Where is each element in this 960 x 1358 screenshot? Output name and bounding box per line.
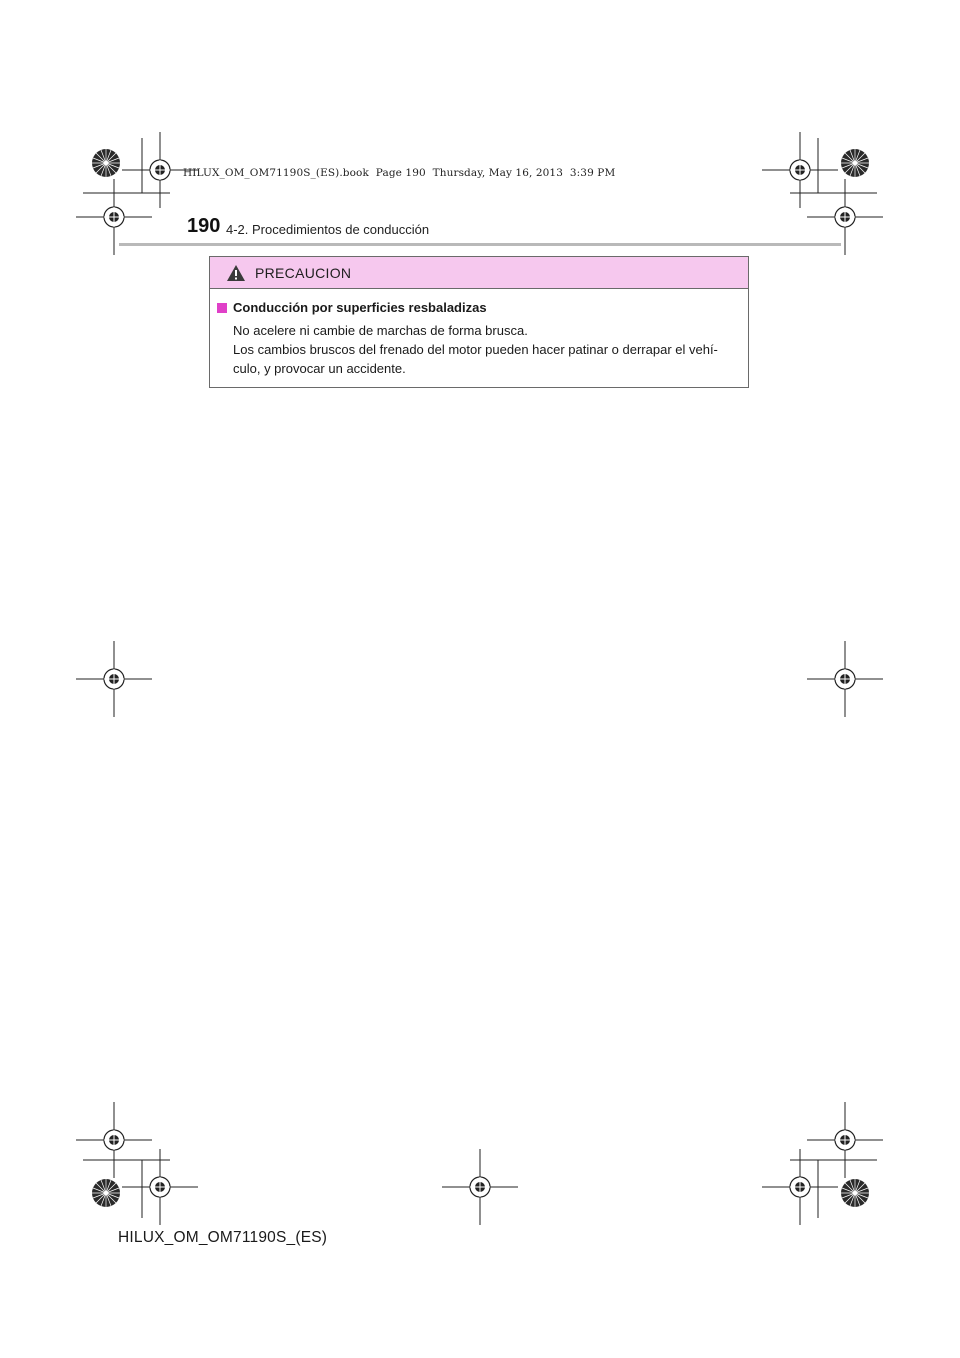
header-rule (119, 243, 841, 246)
caution-line: culo, y provocar un accidente. (233, 361, 406, 376)
caution-box (209, 256, 749, 388)
square-bullet-icon (217, 303, 227, 313)
caution-item-heading (217, 300, 738, 315)
caution-text (217, 321, 738, 378)
page-number: 190 (187, 215, 221, 237)
caution-body (210, 289, 748, 378)
caution-line: No acelere ni cambie de marchas de forma brusca. (233, 323, 528, 338)
warning-triangle-icon (226, 264, 246, 282)
caution-item-heading-text: Conducción por superficies resbaladizas (233, 300, 487, 315)
footer-doc-code: HILUX_OM_OM71190S_(ES) (118, 1229, 328, 1246)
section-title: 4-2. Procedimientos de conducción (226, 222, 430, 237)
caution-line: Los cambios bruscos del frenado del motor pueden hacer patinar o derrapar el vehí- (233, 342, 718, 357)
book-stamp: HILUX_OM_OM71190S_(ES).book Page 190 Thursday, May 16, 2013 3:39 PM (183, 167, 616, 179)
caution-title: PRECAUCION (255, 264, 352, 281)
caution-header (210, 257, 748, 289)
